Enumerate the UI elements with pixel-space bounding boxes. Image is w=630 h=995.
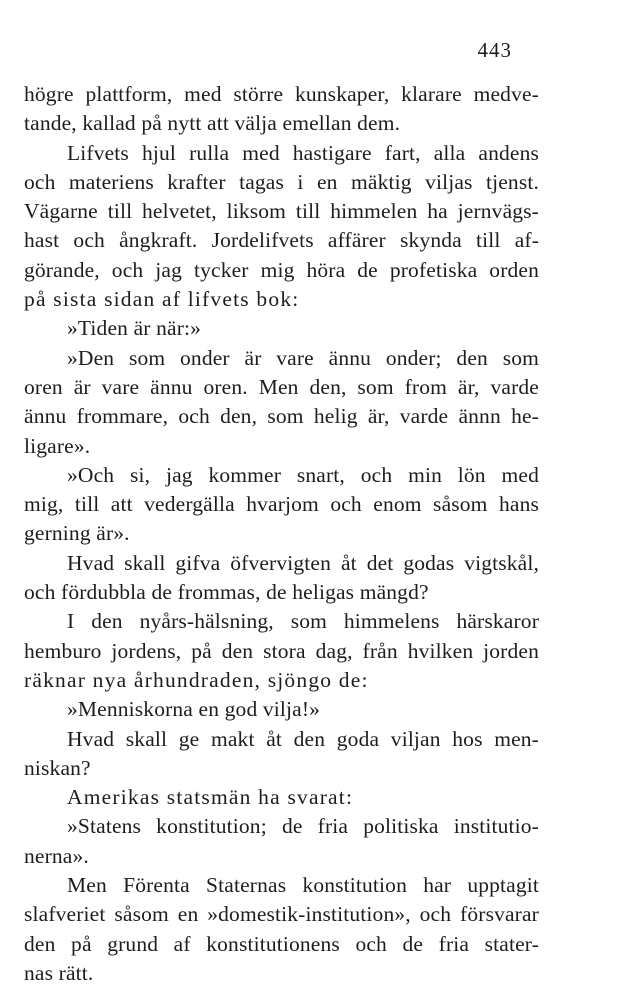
text-line: Amerikas statsmän ha svarat: [67, 785, 354, 810]
text-line: »Den som onder är vare ännu onder; den som [67, 345, 539, 370]
text-line: ligare». [24, 433, 91, 458]
text-line: på sista sidan af lifvets bok: [24, 287, 300, 312]
text-line: oren är vare ännu oren. Men den, som from är, varde [24, 374, 539, 399]
text-line: den på grund af konstitutionens och de fria stater- [24, 931, 539, 956]
text-line: Vägarne till helvetet, liksom till himmelen ha jernvägs- [24, 199, 539, 224]
text-line: Men Förenta Staternas konstitution har upptagit [67, 873, 539, 898]
text-line: Lifvets hjul rulla med hastigare fart, alla andens [67, 140, 539, 165]
text-line: nas rätt. [24, 960, 94, 985]
text-line: gerning är». [24, 521, 130, 546]
text-line: och fördubbla de frommas, de heligas mängd? [24, 580, 429, 605]
text-line: I den nyårs-hälsning, som himmelens härskaror [67, 609, 539, 634]
text-line: slafveriet såsom en »domestik-institution», och försvarar [24, 902, 539, 927]
text-line: Hvad skall gifva öfvervigten åt det godas vigtskål, [67, 550, 539, 575]
text-line: »Tiden är när:» [67, 316, 202, 341]
text-line: »Menniskorna en god vilja!» [67, 697, 321, 722]
text-line: »Statens konstitution; de fria politiska institutio- [67, 814, 539, 839]
text-line: niskan? [24, 755, 91, 780]
text-line: ännu frommare, och den, som helig är, varde ännn he- [24, 404, 539, 429]
text-line: »Och si, jag kommer snart, och min lön med [67, 462, 539, 487]
text-line: högre plattform, med större kunskaper, klarare medve- [24, 82, 539, 106]
text-line: mig, till att vedergälla hvarjom och enom såsom hans [24, 492, 539, 517]
text-line: Hvad skall ge makt åt den goda viljan hos men- [67, 726, 539, 751]
text-line: räknar nya århundraden, sjöngo de: [24, 667, 369, 692]
text-line: görande, och jag tycker mig höra de profetiska orden [24, 257, 539, 282]
text-line: nerna». [24, 843, 89, 868]
text-line: och materiens krafter tagas i en mäktig viljas tjenst. [24, 169, 539, 194]
body-text [24, 80, 539, 988]
page-number: 443 [477, 38, 512, 62]
text-line: hast och ångkraft. Jordelifvets affärer skynda till af- [24, 228, 539, 253]
text-line: tande, kallad på nytt att välja emellan dem. [24, 111, 401, 136]
text-line: hemburo jordens, på den stora dag, från hvilken jorden [24, 638, 539, 663]
